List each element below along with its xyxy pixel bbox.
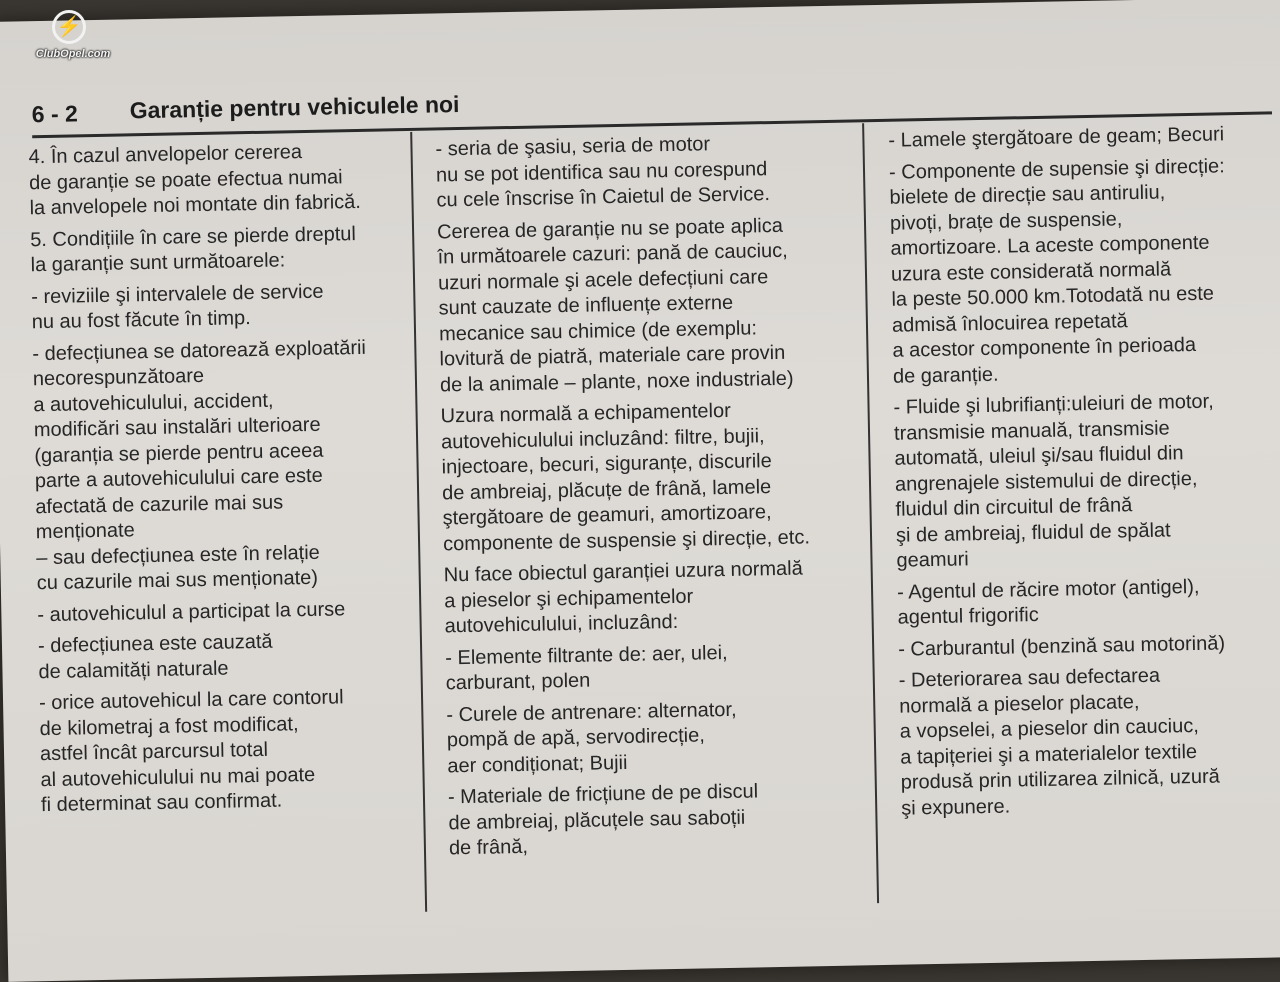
page-title: Garanție pentru vehiculele noi — [129, 91, 460, 124]
list-item: - reviziile şi intervalele de service nu au fost făcute în timp. — [31, 280, 324, 334]
list-item: - Fluide şi lubrifianți:uleiuri de motor, transmisie manuală, transmisie automată, uleiul şi/sau fluidul din angrenajele sistemului de direcție, fluidul din circuitul de frână şi de ambreiaj, fluidul de spălat geamuri — [893, 390, 1214, 572]
list-item: - orice autovehicul la care contorul de kilometraj a fost modificat, astfel încât parcursul total al autovehiculului nu mai poate fi determinat sau confirmat. — [38, 686, 344, 817]
paragraph: 4. În cazul anvelopelor cererea de garanție se poate efectua numai la anvelopele noi montate din fabrică. — [28, 141, 362, 220]
opel-logo-icon: ⚡ — [52, 10, 86, 44]
watermark-text: ClubOpel.com — [35, 48, 111, 60]
list-item: - Curele de antrenare: alternator, pompă de apă, servodirecție, aer condiționat; Bujii — [446, 698, 737, 777]
list-item: - defecțiunea se datorează exploatării necorespunzătoare a autovehiculului, accident, modificări sau instalări ulterioare (garanția se pierde pentru aceea parte a autovehiculului care este afectată de cazurile mai sus menționate – sau defecțiunea este în relație cu cazurile mai sus menționate) — [32, 336, 367, 595]
list-item: - seria de şasiu, seria de motor nu se pot identifica sau nu corespund cu cele înscrise în Caietul de Service. — [435, 133, 771, 212]
watermark-logo — [18, 6, 128, 66]
paragraph: Cererea de garanție nu se poate aplica în următoarele cazuri: pană de cauciuc, uzuri normale şi acele defecțiuni care sunt cauzate de influențe externe mecanice sau chimice (de exemplu: lovitură de piatră, materiale care provin de la animale – plante, noxe industriale) — [436, 214, 794, 396]
paragraph: Nu face obiectul garanției uzura normală a pieselor şi echipamentelor autovehiculului, incluzând: — [443, 557, 803, 638]
text-column-2 — [435, 130, 844, 868]
list-item: - Elemente filtrante de: aer, ulei, carburant, polen — [445, 641, 728, 695]
text-column-1 — [28, 138, 411, 824]
paragraph: 5. Condițiile în care se pierde dreptul la garanție sunt următoarele: — [29, 222, 357, 277]
page-number: 6 - 2 — [31, 100, 79, 128]
list-item: - Componente de supensie şi direcție: bielete de direcție sau antiruliu, pivoți, brațe de suspensie, amortizoare. La aceste componente uzura este considerată normală la peste 50.000 km.Totodată nu este admisă înlocuirea repetată a acestor componente în perioada de garanție. — [888, 154, 1225, 388]
list-item: - Deteriorarea sau defectarea normală a pieselor placate, a vopselei, a pieselor din cauciuc, a tapițeriei şi a materialelor textile produsă prin utilizarea zilnică, uzură şi expunere. — [898, 664, 1220, 820]
list-item: - Materiale de fricțiune de pe discul de ambreiaj, plăcuțele sau saboții de frână, — [447, 780, 759, 860]
column-divider — [410, 132, 427, 912]
list-item: - Agentul de răcire motor (antigel), agentul frigorific — [896, 575, 1200, 629]
list-item: - defecțiunea este cauzată de calamități naturale — [37, 630, 273, 683]
column-divider — [862, 123, 879, 903]
list-item: - Lamele ştergătoare de geam; Becuri — [888, 123, 1225, 152]
text-column-3 — [888, 122, 1271, 828]
paragraph: Uzura normală a echipamentelor autovehiculului incluzând: filtre, bujii, injectoare, becuri, siguranțe, discurile de ambreiaj, plăcuțe de frână, lamele ştergătoare de geamuri, amortizoare, componente de suspensie şi direcție, etc. — [440, 399, 811, 555]
list-item: - autovehiculul a participat la curse — [37, 597, 346, 626]
list-item: - Carburantul (benzină sau motorină) — [897, 631, 1226, 661]
